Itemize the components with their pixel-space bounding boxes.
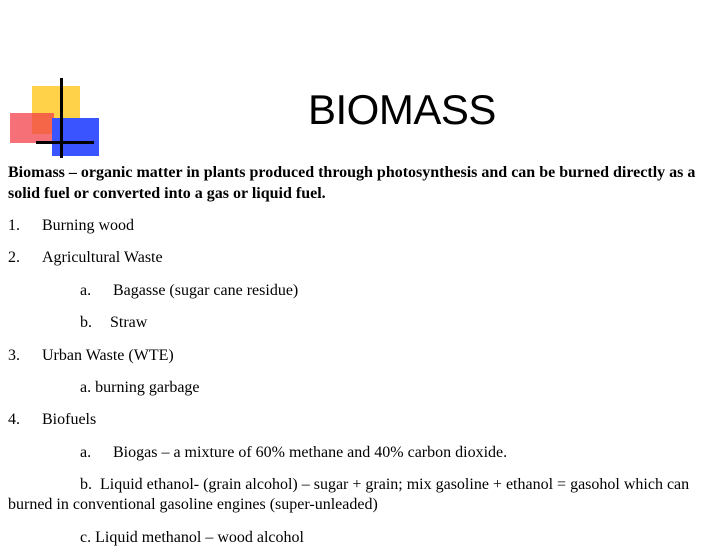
slide-decoration — [0, 0, 110, 170]
list-item — [80, 378, 200, 398]
list-item — [8, 475, 714, 515]
intro-definition: Biomass – organic matter in plants produced through photosynthesis and can be burned directly as a solid fuel or converted into a gas or liquid fuel. — [8, 164, 696, 202]
list-item — [8, 216, 134, 236]
deco-vertical-line — [60, 78, 63, 158]
list-item — [80, 443, 508, 463]
deco-red-square — [10, 113, 54, 143]
item-text: Burning wood — [42, 217, 134, 234]
list-item — [80, 313, 148, 333]
item-text: Biogas – a mixture of 60% methane and 40% carbon dioxide. — [113, 444, 508, 461]
deco-horizontal-line — [36, 141, 94, 144]
item-number: 1. — [8, 217, 20, 234]
item-text: burning garbage — [95, 379, 200, 396]
item-text: Liquid ethanol- (grain alcohol) – sugar + grain; mix gasoline + ethanol = gasohol which can burned in conventional gasoline engines (super-unleaded) — [8, 476, 690, 513]
item-number: 3. — [8, 347, 20, 364]
item-text: Straw — [110, 314, 148, 331]
list-item — [8, 248, 163, 268]
item-letter: c. — [80, 529, 92, 546]
item-text: Liquid methanol – wood alcohol — [95, 529, 304, 546]
list-item — [80, 281, 299, 301]
item-text: Biofuels — [42, 411, 97, 428]
list-item — [8, 346, 174, 366]
item-letter: b. — [80, 476, 92, 493]
item-letter: a. — [80, 379, 92, 396]
item-text: Urban Waste (WTE) — [42, 347, 174, 364]
item-number: 2. — [8, 249, 20, 266]
item-number: 4. — [8, 411, 20, 428]
item-letter: b. — [80, 314, 92, 331]
list-item — [8, 410, 97, 430]
item-letter: a. — [80, 282, 92, 299]
item-letter: a. — [80, 444, 92, 461]
list-item — [80, 528, 304, 548]
slide-title: BIOMASS — [308, 86, 496, 133]
item-text: Bagasse (sugar cane residue) — [113, 282, 299, 299]
item-text: Agricultural Waste — [42, 249, 163, 266]
